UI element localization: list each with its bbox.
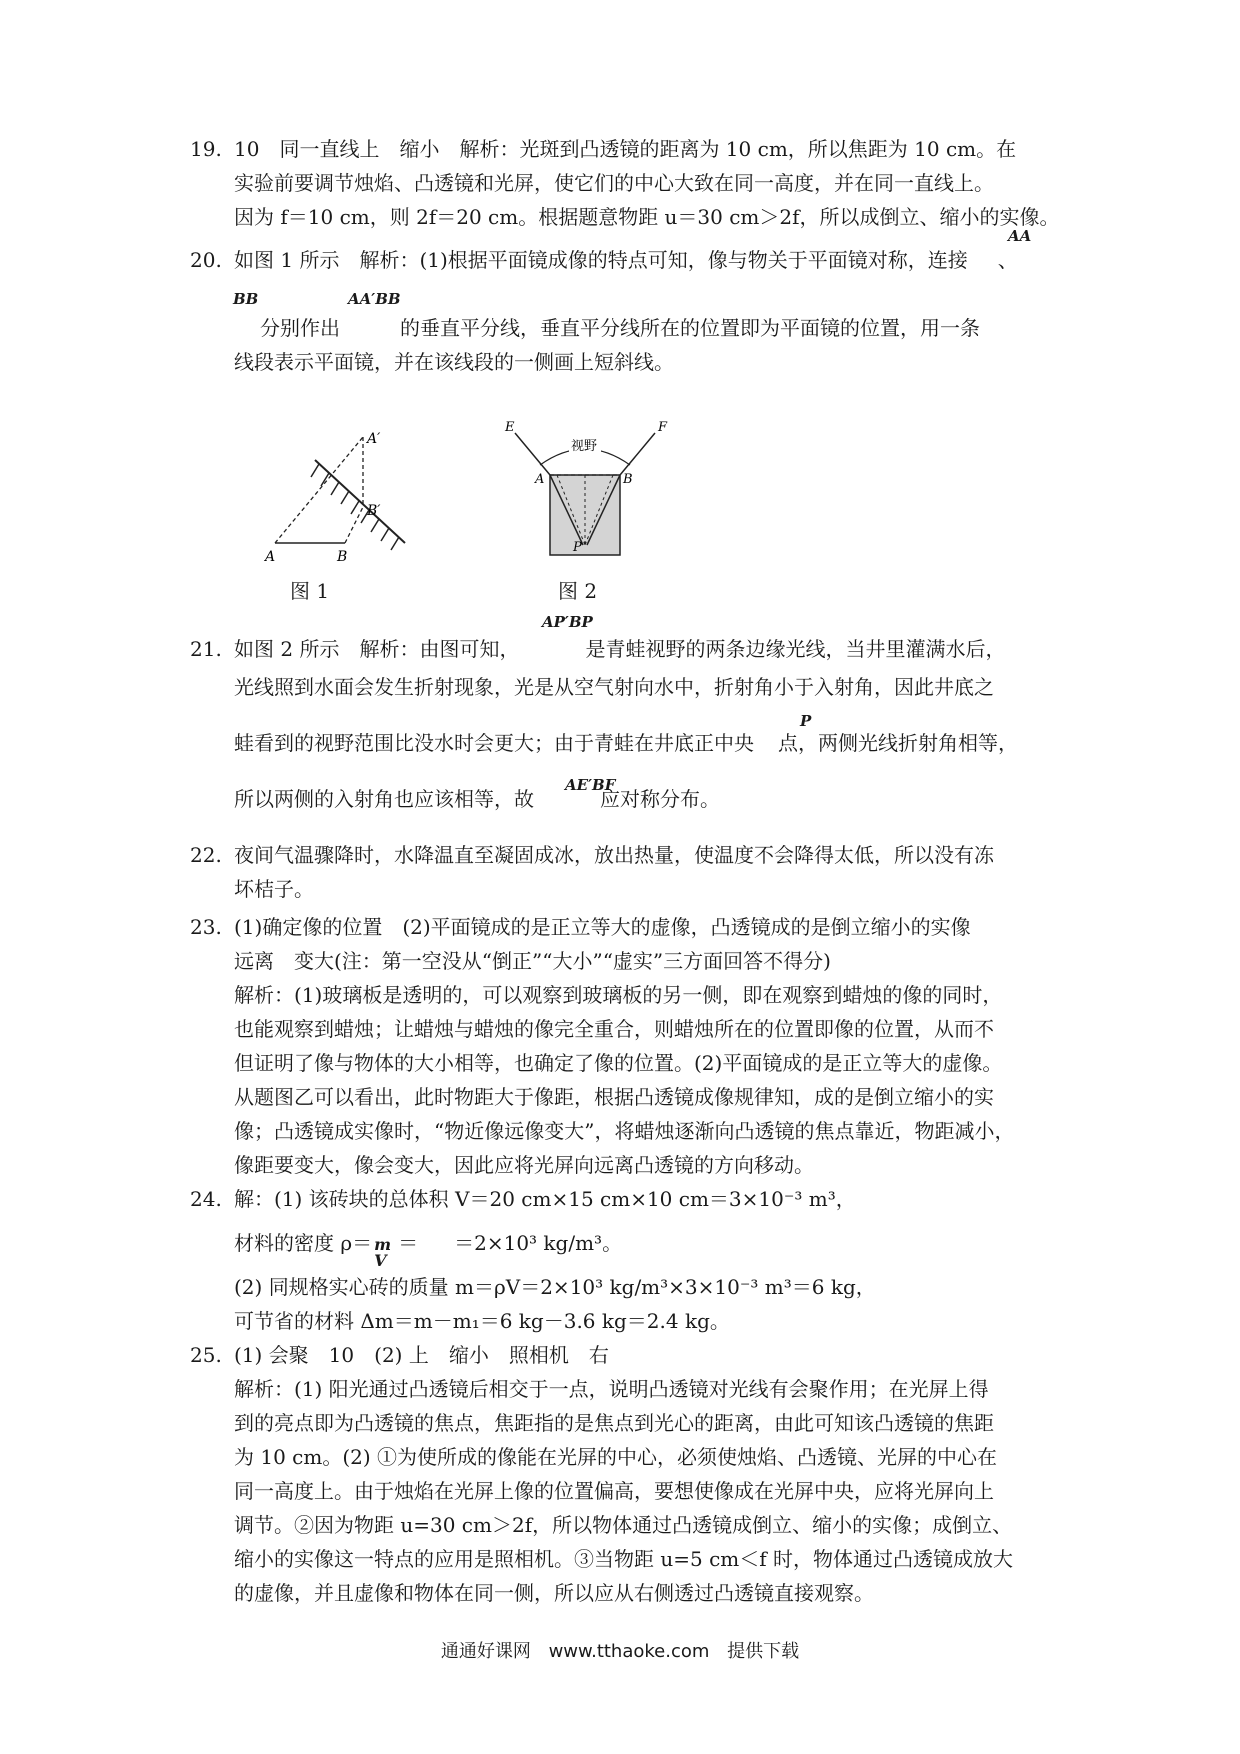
footer-tail: 提供下载 [727, 1641, 800, 1662]
answer-number: 20. [190, 248, 222, 272]
text-line: 解：(1) 该砖块的总体积 V＝20 cm×15 cm×10 cm＝3×10⁻³ m³， [234, 1187, 856, 1211]
text-line: 解析：(1)玻璃板是透明的，可以观察到玻璃板的另一侧，即在观察到蜡烛的像的同时， [234, 983, 1003, 1007]
text-segment: 分别作出 [260, 316, 340, 340]
formula-label: AE′BF [565, 776, 616, 794]
label-a: A [535, 472, 545, 487]
formula-label: AP′BP [542, 613, 593, 631]
answer-21 [190, 632, 1060, 816]
answer-number: 24. [190, 1187, 222, 1211]
figure-2-well-frog-diagram [495, 415, 675, 565]
text-line: (1)确定像的位置 (2)平面镜成的是正立等大的虚像，凸透镜成的是倒立缩小的实像 [234, 915, 971, 939]
text-line: 可节省的材料 Δm＝m－m₁＝6 kg－3.6 kg＝2.4 kg。 [234, 1309, 730, 1333]
formula-label: BB [233, 290, 259, 308]
text-line: 像；凸透镜成实像时，“物近像远像变大”，将蜡烛逐渐向凸透镜的焦点靠近，物距减小， [234, 1119, 1015, 1143]
text-line: 线段表示平面镜，并在该线段的一侧画上短斜线。 [234, 350, 674, 374]
formula-label: P [800, 712, 812, 730]
label-a1: A′ [367, 431, 381, 447]
figure-1-mirror-diagram [265, 415, 425, 565]
text-line: 像距要变大，像会变大，因此应将光屏向远离凸透镜的方向移动。 [234, 1153, 814, 1177]
text-line: 的虚像，并且虚像和物体在同一侧，所以应从右侧透过凸透镜直接观察。 [234, 1581, 874, 1605]
text-line: 同一高度上。由于烛焰在光屏上像的位置偏高，要想使像成在光屏中央，应将光屏向上 [234, 1479, 994, 1503]
label-a: A [265, 549, 276, 565]
dashed-aa1 [275, 437, 363, 543]
text-segment: 是青蛙视野的两条边缘光线，当井里灌满水后， [585, 637, 1006, 661]
text-line [234, 782, 1060, 816]
text-line: 缩小的实像这一特点的应用是照相机。③当物距 u=5 cm＜f 时，物体通过凸透镜成放大 [234, 1547, 1014, 1571]
text-segment: 如图 1 所示 解析：(1)根据平面镜成像的特点可知，像与物关于平面镜对称，连接 [234, 248, 968, 272]
text-line [234, 243, 1060, 277]
text-line: (2) 同规格实心砖的质量 m＝ρV＝2×10³ kg/m³×3×10⁻³ m³＝6 kg， [234, 1275, 876, 1299]
text-segment: 材料的密度 ρ＝ [234, 1231, 373, 1255]
ray-e [515, 433, 550, 475]
text-segment: ＝ [398, 1231, 419, 1255]
fraction-numerator: m [374, 1235, 392, 1254]
label-b: B [337, 549, 348, 565]
answer-23 [190, 910, 1060, 1182]
footer-url[interactable]: www.tthaoke.com [548, 1641, 710, 1662]
answer-25 [190, 1338, 1060, 1610]
text-line: 光线照到水面会发生折射现象，光是从空气射向水中，折射角小于入射角，因此井底之 [234, 675, 994, 699]
text-line: 但证明了像与物体的大小相等，也确定了像的位置。(2)平面镜成的是正立等大的虚像。 [234, 1051, 1003, 1075]
answer-number: 21. [190, 637, 222, 661]
text-line: 从题图乙可以看出，此时物距大于像距，根据凸透镜成像规律知，成的是倒立缩小的实 [234, 1085, 994, 1109]
label-view: 视野 [571, 439, 598, 454]
figure-2-caption: 图 2 [558, 579, 598, 603]
text-segment: ＝2×10³ kg/m³。 [454, 1231, 623, 1255]
mirror-line [315, 460, 405, 543]
mirror-hatch [311, 464, 399, 550]
answer-number: 23. [190, 915, 222, 939]
answer-20 [190, 243, 1060, 379]
text-segment: 蛙看到的视野范围比没水时会更大；由于青蛙在井底正中央 [234, 731, 754, 755]
text-line: 夜间气温骤降时，水降温直至凝固成冰，放出热量，使温度不会降得太低，所以没有冻 [234, 843, 994, 867]
text-segment: 点，两侧光线折射角相等， [778, 731, 1018, 755]
formula-label: AA′BB [348, 290, 401, 308]
text-line: 也能观察到蜡烛；让蜡烛与蜡烛的像完全重合，则蜡烛所在的位置即像的位置，从而不 [234, 1017, 994, 1041]
page-footer [0, 1637, 1240, 1663]
footer-site-name: 通通好课网 [440, 1641, 531, 1662]
label-f: F [658, 420, 668, 435]
answer-number: 19. [190, 137, 222, 161]
text-line: 到的亮点即为凸透镜的焦点，焦距指的是焦点到光心的距离，由此可知该凸透镜的焦距 [234, 1411, 994, 1435]
formula-label: AA [1008, 227, 1032, 245]
label-b: B [623, 472, 633, 487]
text-line: 为 10 cm。(2) ①为使所成的像能在光屏的中心，必须使烛焰、凸透镜、光屏的中心在 [234, 1445, 998, 1469]
answer-number: 22. [190, 843, 222, 867]
ray-f [620, 433, 655, 475]
text-line: 因为 f＝10 cm，则 2f＝20 cm。根据题意物距 u＝30 cm＞2f，所以成倒立、缩小的实像。 [234, 205, 1060, 229]
answer-number: 25. [190, 1343, 222, 1367]
text-segment: 所以两侧的入射角也应该相等，故 [234, 787, 534, 811]
text-line: 实验前要调节烛焰、凸透镜和光屏，使它们的中心大致在同一高度，并在同一直线上。 [234, 171, 994, 195]
text-line [234, 726, 1060, 760]
text-line [234, 1226, 1060, 1270]
text-line: 远离 变大(注：第一空没从“倒正”“大小”“虚实”三方面回答不得分) [234, 949, 831, 973]
text-line [234, 632, 1060, 666]
text-segment: 、 [997, 248, 1018, 272]
answer-24 [190, 1182, 1060, 1338]
text-line: 解析：(1) 阳光通过凸透镜后相交于一点，说明凸透镜对光线有会聚作用；在光屏上得 [234, 1377, 989, 1401]
label-p: P [573, 540, 582, 555]
figure-1-caption: 图 1 [290, 579, 330, 603]
dashed-bb1 [345, 507, 363, 543]
text-line: 坏桔子。 [234, 877, 314, 901]
text-segment: 如图 2 所示 解析：由图可知， [234, 637, 520, 661]
text-line: (1) 会聚 10 (2) 上 缩小 照相机 右 [234, 1343, 609, 1367]
text-line: 调节。②因为物距 u=30 cm＞2f，所以物体通过凸透镜成倒立、缩小的实像；成倒立、 [234, 1513, 1013, 1537]
answer-22 [190, 838, 1060, 906]
answer-19 [190, 132, 1060, 234]
text-segment: 应对称分布。 [600, 787, 720, 811]
fraction-denominator: V [374, 1251, 387, 1270]
text-segment: 的垂直平分线，垂直平分线所在的位置即为平面镜的位置，用一条 [400, 316, 980, 340]
text-line [234, 311, 1060, 345]
label-b1: B′ [367, 503, 381, 519]
text-line: 10 同一直线上 缩小 解析：光斑到凸透镜的距离为 10 cm，所以焦距为 10 cm。在 [234, 137, 1017, 161]
label-e: E [505, 420, 515, 435]
